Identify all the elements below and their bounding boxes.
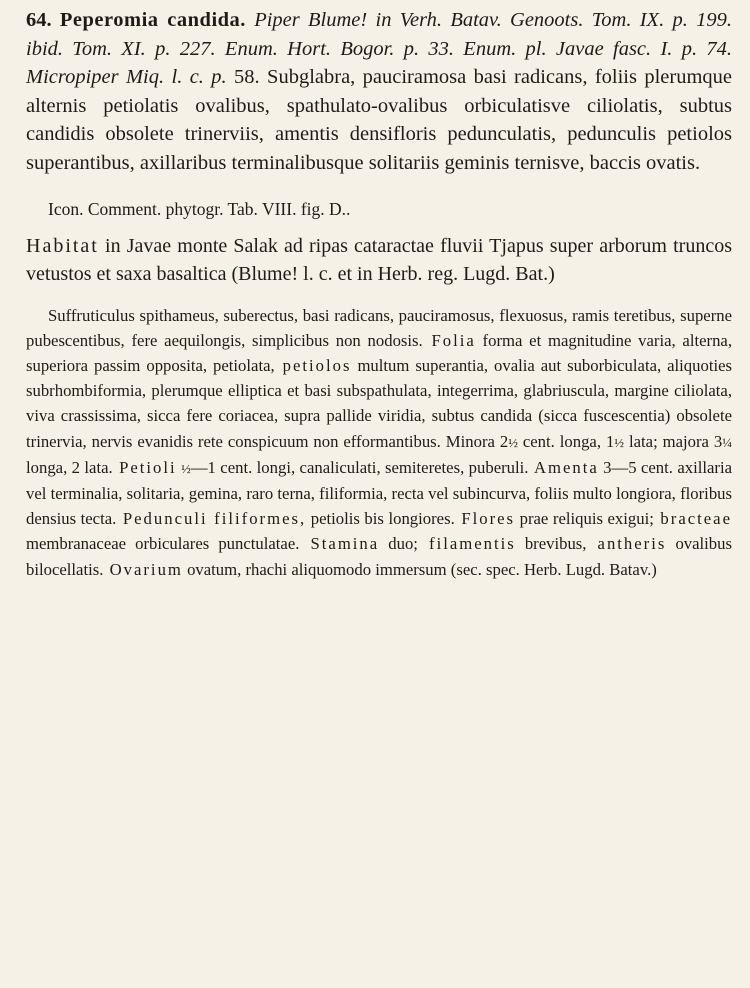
- petioli-lead: Petioli: [112, 457, 177, 477]
- description-text: longa, 2 lata.: [26, 457, 113, 477]
- diagnosis-text: Subglabra, pauciramosa basi radicans, foliis plerumque alternis petiolatis ovalibus, spathulato-ovalibus orbiculatisve ciliolatis, subtus candidis obsolete trinerviis, amentis densifloris pedunculatis, pedunculis petiolos superantibus, axillaribus terminalibusque solitariis geminis ternisve, baccis ovatis.: [26, 66, 732, 174]
- species-name: Peperomia candida.: [59, 9, 246, 31]
- description-text: petiolis bis longiores.: [306, 509, 455, 529]
- habitat-paragraph: [26, 232, 732, 289]
- stamina-lead: Stamina: [299, 534, 380, 554]
- pedunculi-lead: Pedunculi: [116, 509, 208, 529]
- fraction: ½: [181, 460, 191, 476]
- fraction: ¼: [722, 434, 732, 450]
- description-paragraph: [26, 303, 732, 582]
- pedunculi-spaced: filiformes,: [207, 509, 307, 529]
- fraction: ½: [614, 434, 625, 450]
- description-text: lata; majora 3: [624, 431, 723, 451]
- description-text: cent. longa, 1: [517, 431, 615, 451]
- filamentis-spaced: filamentis: [417, 534, 516, 554]
- amenta-lead: Amenta: [528, 457, 599, 477]
- description-text: multum superantia, ovalia aut suborbiculata, aliquoties subrhombiformia, plerumque elliptica et basi subspathulata, integerrima, glabriuscula, margine ciliolata, viva crassissima, sicca fere coriacea, supra pallide viridia, subtus candida (sicca fuscescentia) obsolete trinervia, nervis evanidis rete conspicuum non efformantibus. Minora 2: [26, 355, 733, 451]
- bracteae-spaced: bracteae: [653, 509, 732, 529]
- folia-lead: Folia: [422, 330, 476, 350]
- fraction: ½: [508, 434, 518, 450]
- description-text: prae reliquis exigui;: [515, 509, 654, 529]
- flores-lead: Flores: [454, 509, 516, 529]
- synonym-page: 58.: [226, 66, 260, 89]
- petiolos-spaced: petiolos: [274, 355, 352, 375]
- habitat-text: in Javae monte Salak ad ripas cataractae fluvii Tjapus super arborum truncos vetustos et saxa basaltica (Blume! l. c. et in Herb. reg. Lugd. Bat.): [26, 234, 732, 286]
- description-text: duo;: [379, 534, 418, 554]
- synonym-reference: Piper Blume! in Verh. Batav. Genoots. Tom. IX. p. 199. ibid. Tom. XI. p. 227. Enum. Hort. Bogor. p. 33. Enum. pl. Javae fasc. I. p. 74. Micropiper Miq. l. c. p.: [26, 9, 733, 89]
- description-text: —1 cent. longi, canaliculati, semiteretes, puberuli.: [190, 457, 529, 477]
- description-text: membranaceae orbiculares punctulatae.: [26, 534, 300, 554]
- icon-reference: Icon. Comment. phytogr. Tab. VIII. fig. D..: [48, 198, 351, 219]
- description-text: Suffruticulus spithameus, suberectus, basi radicans, pauciramosus, flexuosus, ramis teretibus, superne pubescentibus, fere aequilongis, simplicibus non nodosis.: [26, 305, 732, 350]
- description-text: forma et magnitudine varia, alterna, superiora passim opposita, petiolata,: [26, 330, 733, 375]
- antheris-spaced: antheris: [586, 534, 667, 554]
- species-entry: [26, 6, 732, 178]
- description-text: 3—5 cent. axillaria vel terminalia, solitaria, gemina, raro terna, filiformia, recta vel subincurva, foliis multo longiora, floribus densius tecta.: [26, 457, 732, 529]
- ovarium-lead: Ovarium: [103, 559, 183, 579]
- description-text: ovalibus bilocellatis.: [26, 534, 732, 579]
- description-text: brevibus,: [515, 534, 587, 554]
- habitat-lead: Habitat: [26, 234, 99, 257]
- entry-number: 64.: [26, 9, 52, 31]
- description-text: ovatum, rhachi aliquomodo immersum (sec. spec. Herb. Lugd. Batav.): [182, 559, 657, 579]
